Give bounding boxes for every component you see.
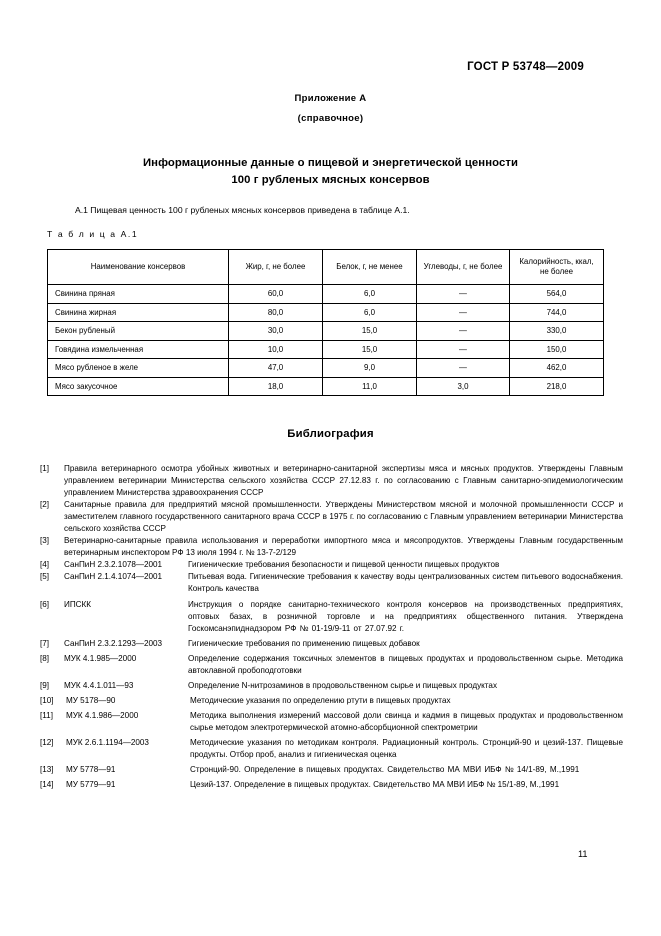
- page-number: 11: [578, 849, 588, 859]
- bib-number: [8]: [40, 653, 50, 663]
- bib-text: Гигиенические требования безопасности и пищевой ценности пищевых продуктов: [188, 560, 500, 570]
- bib-code: МУК 4.1.986—2000: [66, 710, 139, 720]
- cell-protein: 15,0: [323, 322, 417, 341]
- standard-number-header: ГОСТ Р 53748—2009: [467, 61, 584, 73]
- bib-number: [4]: [40, 560, 50, 570]
- bib-text: Санитарные правила для предприятий мясной промышленности. Утверждены Министерством мясной и молочной промышленности СССР и заместителем главного государственного санитарного врача СССР в 1975 г. по согласованию с Главным управлением ветеринарии Министерства сельского хозяйства СССР: [64, 500, 623, 534]
- bib-text: Питьевая вода. Гигиенические требования к качеству воды централизованных систем питьевого водоснабжения. Контроль качества: [188, 572, 623, 594]
- bibliography-list: [40, 463, 623, 791]
- cell-fat: 10,0: [229, 340, 323, 359]
- page-title: [60, 155, 601, 189]
- bib-number: [2]: [40, 500, 50, 510]
- column-header-protein: Белок, г, не менее: [323, 250, 417, 285]
- bib-number: [14]: [40, 780, 54, 790]
- bibliography-item: [40, 535, 623, 559]
- bibliography-item: [40, 680, 623, 692]
- bib-text: Правила ветеринарного осмотра убойных животных и ветеринарно-санитарной экспертизы мяса и мясных продуктов. Утверждены Главным управлением ветеринарии Министерства сельского хозяйства СССР 27.12.83 г. по согласованию с Главным санитарно-эпидемиологическим управлением Министерства здравоохранения СССР: [64, 464, 623, 498]
- bibliography-item: [40, 779, 623, 791]
- cell-calories: 330,0: [510, 322, 604, 341]
- cell-fat: 60,0: [229, 285, 323, 304]
- bib-text: Цезий-137. Определение в пищевых продуктах. Свидетельство МА МВИ ИБФ № 15/1-89, М.,1991: [190, 780, 560, 790]
- cell-calories: 744,0: [510, 303, 604, 322]
- bib-code: МУ 5778—91: [66, 765, 116, 775]
- bib-text: Ветеринарно-санитарные правила использования и переработки импортного мяса и мясопродуктов. Утверждены Главным государственным ветеринарным инспектором РФ 13 июля 1994 г. № 13-7-2/129: [64, 536, 623, 558]
- bib-code: МУК 4.4.1.011—93: [64, 680, 134, 690]
- cell-protein: 6,0: [323, 303, 417, 322]
- bib-number: [5]: [40, 572, 50, 582]
- cell-fat: 18,0: [229, 377, 323, 396]
- table-row: [48, 377, 604, 396]
- bib-number: [10]: [40, 695, 54, 705]
- bib-number: [12]: [40, 737, 54, 747]
- cell-protein: 6,0: [323, 285, 417, 304]
- bibliography-item: [40, 463, 623, 499]
- column-header-fat: Жир, г, не более: [229, 250, 323, 285]
- table-row: [48, 285, 604, 304]
- column-header-carbs: Углеводы, г, не более: [417, 250, 510, 285]
- cell-carbs: —: [417, 340, 510, 359]
- bib-number: [7]: [40, 638, 50, 648]
- page-title-line-2: 100 г рубленых мясных консервов: [231, 174, 430, 186]
- cell-name: Свинина пряная: [48, 285, 229, 304]
- bib-text: Стронций-90. Определение в пищевых продуктах. Свидетельство МА МВИ ИБФ № 14/1-89, М.,1991: [190, 765, 580, 775]
- bib-number: [13]: [40, 765, 54, 775]
- appendix-subtitle: (справочное): [297, 113, 364, 124]
- bib-text: Методика выполнения измерений массовой доли свинца и кадмия в пищевых продуктах и продовольственном сырье методом электротермической атомно-абсорбционной спектрометрии: [190, 710, 623, 732]
- bibliography-item: [40, 764, 623, 776]
- bib-number: [9]: [40, 680, 50, 690]
- bib-text: Гигиенические требования по применению пищевых добавок: [188, 638, 420, 648]
- page-title-line-1: Информационные данные о пищевой и энергетической ценности: [142, 157, 519, 169]
- paragraph-a1: А.1 Пищевая ценность 100 г рубленых мясных консервов приведена в таблице А.1.: [75, 205, 410, 215]
- cell-protein: 11,0: [323, 377, 417, 396]
- bib-code: СанПиН 2.1.4.1074—2001: [64, 572, 163, 582]
- cell-calories: 564,0: [510, 285, 604, 304]
- table-caption: Т а б л и ц а А.1: [47, 229, 139, 239]
- bibliography-title: Библиография: [287, 428, 374, 440]
- cell-carbs: —: [417, 359, 510, 378]
- table-header-row: [48, 250, 604, 285]
- appendix-title: Приложение А: [294, 93, 367, 104]
- bibliography-item: [40, 571, 623, 595]
- cell-fat: 47,0: [229, 359, 323, 378]
- cell-name: Мясо закусочное: [48, 377, 229, 396]
- appendix-heading-block: [0, 93, 661, 124]
- bib-number: [1]: [40, 464, 50, 473]
- bib-text: Методические указания по методикам контроля. Радиационный контроль. Стронций-90 и цезий-137. Пищевые продукты. Отбор проб, анализ и гигиеническая оценка: [190, 737, 623, 760]
- table-row: [48, 359, 604, 378]
- cell-calories: 462,0: [510, 359, 604, 378]
- cell-calories: 218,0: [510, 377, 604, 396]
- bibliography-item: [40, 653, 623, 677]
- bib-number: [11]: [40, 710, 53, 720]
- cell-name: Свинина жирная: [48, 303, 229, 322]
- table-row: [48, 303, 604, 322]
- bibliography-item: [40, 710, 623, 734]
- bib-code: СанПиН 2.3.2.1078—2001: [64, 560, 163, 570]
- table-header: [48, 250, 604, 285]
- table-row: [48, 322, 604, 341]
- cell-protein: 9,0: [323, 359, 417, 378]
- column-header-calories: Калорийность, ккал, не более: [510, 250, 604, 285]
- cell-carbs: —: [417, 285, 510, 304]
- cell-carbs: —: [417, 303, 510, 322]
- cell-fat: 30,0: [229, 322, 323, 341]
- bib-code: МУ 5178—90: [66, 695, 116, 705]
- cell-name: Мясо рубленое в желе: [48, 359, 229, 378]
- bib-code: ИПСКК: [64, 599, 92, 609]
- bib-code: СанПиН 2.3.2.1293—2003: [64, 638, 163, 648]
- bib-number: [3]: [40, 536, 50, 546]
- bibliography-item: [40, 737, 623, 761]
- bib-text: Определение N-нитрозаминов в продовольственном сырье и пищевых продуктах: [188, 680, 498, 690]
- nutrition-table: [47, 249, 604, 396]
- bib-text: Инструкция о порядке санитарно-технического контроля консервов на производственных предприятиях, оптовых базах, в розничной торговле и на предприятиях общественного питания. Утверждена Госкомсанэпиднадзором РФ № 01-19/9-11 от 27.07.92 г.: [188, 599, 623, 633]
- cell-calories: 150,0: [510, 340, 604, 359]
- bib-code: МУК 4.1.985—2000: [64, 653, 137, 663]
- cell-protein: 15,0: [323, 340, 417, 359]
- bib-text: Методические указания по определению ртути в пищевых продуктах: [190, 695, 451, 705]
- bibliography-item: [40, 695, 623, 707]
- cell-name: Бекон рубленый: [48, 322, 229, 341]
- cell-carbs: —: [417, 322, 510, 341]
- bib-number: [6]: [40, 599, 50, 609]
- bib-code: МУК 2.6.1.1194—2003: [66, 737, 149, 747]
- cell-fat: 80,0: [229, 303, 323, 322]
- bibliography-item: [40, 559, 623, 571]
- bibliography-item: [40, 638, 623, 650]
- column-header-name: Наименование консервов: [48, 250, 229, 285]
- table-body: [48, 285, 604, 396]
- bib-text: Определение содержания токсичных элементов в пищевых продуктах и продовольственном сырье. Методика автоклавной пробоподготовки: [188, 653, 623, 675]
- bib-code: МУ 5779—91: [66, 780, 116, 790]
- cell-name: Говядина измельченная: [48, 340, 229, 359]
- bibliography-item: [40, 599, 623, 635]
- bibliography-item: [40, 499, 623, 535]
- cell-carbs: 3,0: [417, 377, 510, 396]
- table-row: [48, 340, 604, 359]
